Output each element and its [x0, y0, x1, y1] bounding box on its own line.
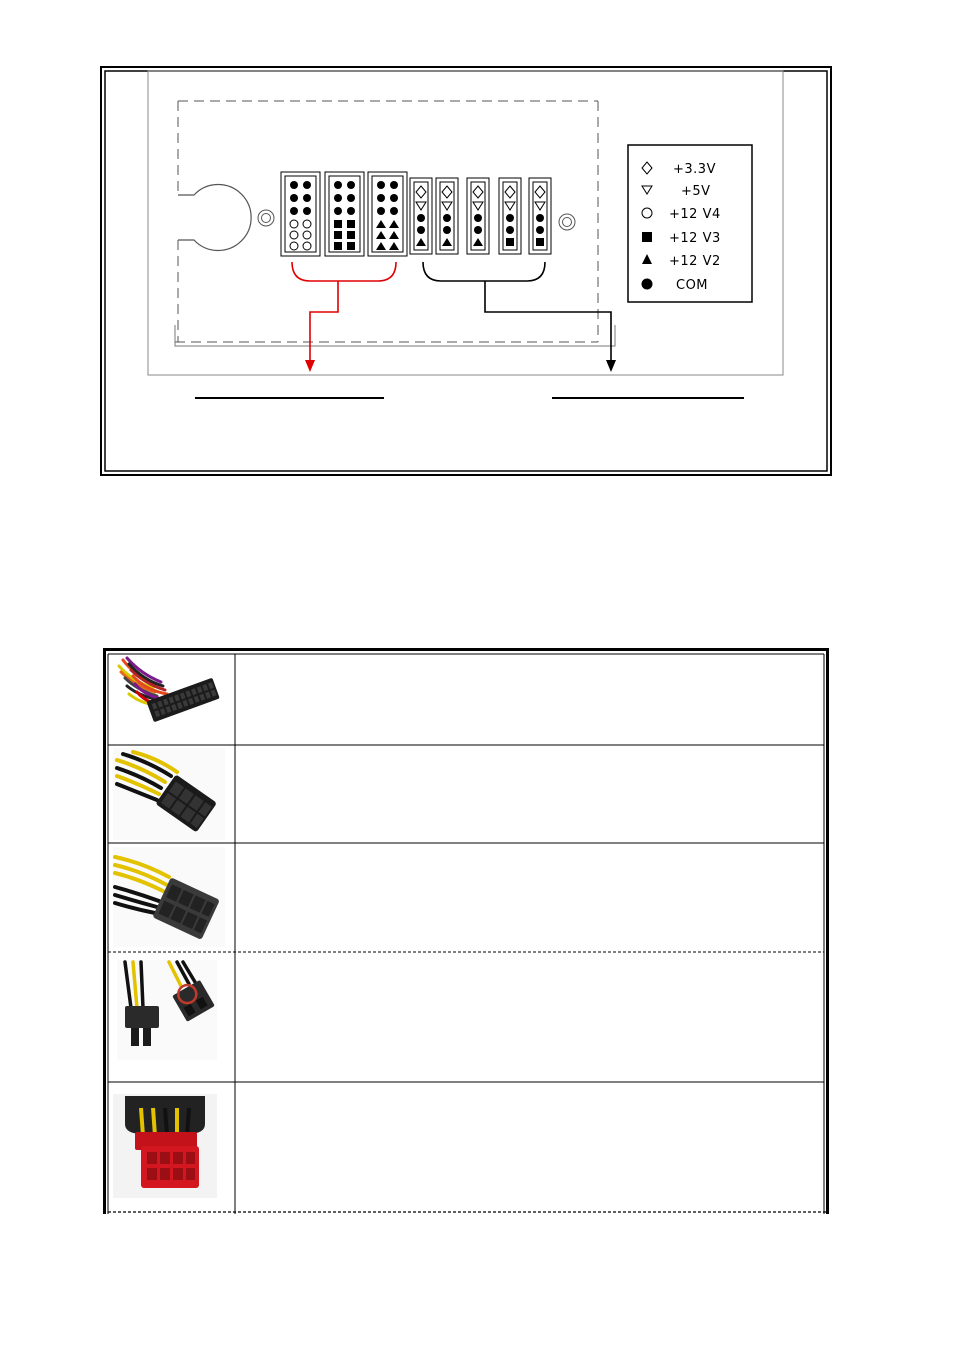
8-pin-red-pcie-connector-icon	[113, 1094, 217, 1198]
screw-left-icon	[258, 210, 274, 226]
black-arrow-head	[606, 360, 616, 372]
legend-label-12v3: +12 V3	[669, 231, 721, 246]
legend-label-12v2: +12 V2	[669, 254, 721, 269]
legend-label-12v4: +12 V4	[669, 207, 721, 222]
8-pin-connector-icon	[113, 847, 225, 947]
connector-8pin-3	[368, 172, 407, 256]
connector-5pin-4	[499, 178, 521, 254]
connector-5pin-2	[436, 178, 458, 254]
legend-label-3v3: +3.3V	[673, 162, 716, 177]
connector-5pin-5	[529, 178, 551, 254]
24-pin-atx-connector-icon	[115, 656, 225, 741]
table-row	[103, 1082, 829, 1212]
connector-8pin-2	[325, 172, 364, 256]
4-plus-4-pin-connector-icon	[117, 960, 217, 1060]
connector-panel-diagram	[0, 0, 954, 500]
square-filled-icon	[642, 232, 652, 242]
circle-outline-icon	[642, 208, 652, 218]
connector-table	[103, 648, 829, 1214]
screw-right-icon	[559, 214, 575, 230]
voltage-legend	[628, 145, 752, 302]
table-row	[103, 745, 829, 843]
black-group-bracket	[423, 262, 611, 362]
connector-5pin-1	[410, 178, 432, 254]
circle-filled-icon	[642, 279, 653, 290]
cable-cutout	[178, 185, 251, 251]
legend-label-com: COM	[676, 278, 709, 293]
connector-8pin-1	[281, 172, 320, 256]
8-pin-connector-icon	[113, 748, 225, 840]
red-arrow-head	[305, 360, 315, 372]
table-row	[103, 843, 829, 952]
table-row	[103, 654, 829, 745]
plate-lower-edge	[175, 325, 615, 346]
table-row	[103, 952, 829, 1082]
connector-5pin-3	[467, 178, 489, 254]
red-group-bracket	[292, 262, 396, 362]
peripheral-connectors	[410, 178, 551, 254]
legend-label-5v: +5V	[681, 184, 711, 199]
